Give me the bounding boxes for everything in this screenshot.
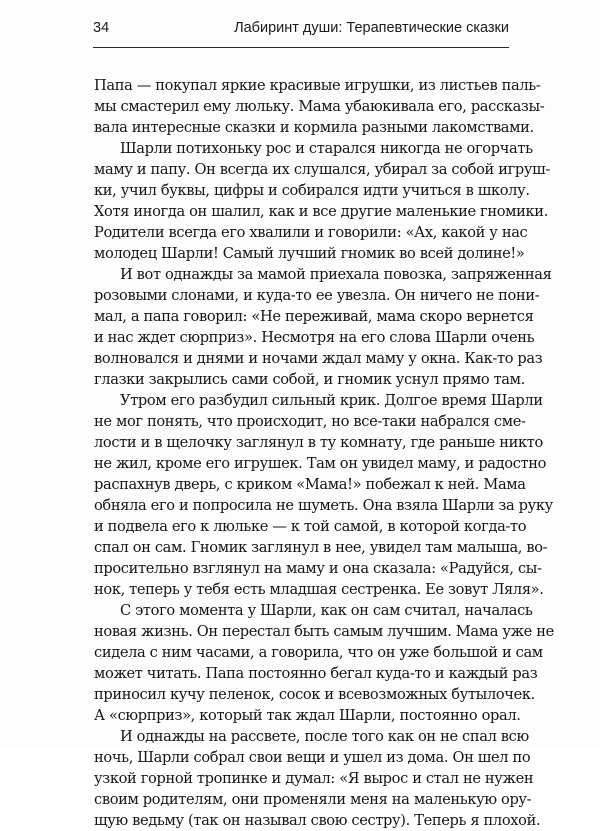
text-line: не мог понять, что происходит, но все-таки набрался сме-	[94, 413, 526, 430]
text-line: А «сюрприз», который так ждал Шарли, постоянно орал.	[94, 707, 521, 724]
body-text	[94, 75, 554, 831]
text-line: глазки закрылись сами собой, и гномик уснул прямо там.	[94, 371, 525, 388]
text-line: спал он сам. Гномик заглянул в нее, увидел там малыша, во-	[94, 539, 548, 556]
paragraph	[94, 600, 554, 726]
text-line: ки, учил буквы, цифры и собирался идти учиться в школу.	[94, 182, 530, 199]
text-line: просительно взглянул на маму и она сказала: «Радуйся, сы-	[94, 560, 542, 577]
paragraph	[94, 138, 550, 264]
text-line: С этого момента у Шарли, как он сам считал, началась	[120, 602, 533, 619]
running-title: Лабиринт души: Терапевтические сказки	[234, 20, 509, 36]
paragraph	[94, 75, 545, 138]
text-line: и нас ждет сюрприз». Несмотря на его слова Шарли очень	[94, 329, 535, 346]
text-line: Папа — покупал яркие красивые игрушки, из листьев паль-	[94, 77, 541, 94]
text-line: может читать. Папа постоянно бегал куда-то и каждый раз	[94, 665, 538, 682]
text-line: не жил, кроме его игрушек. Там он увидел маму, и радостно	[94, 455, 547, 472]
text-line: Шарли потихоньку рос и старался никогда не огорчать	[120, 140, 533, 157]
text-line: маму и папу. Он всегда их слушался, убирал за собой игруш-	[94, 161, 550, 178]
page-number: 34	[93, 20, 110, 36]
text-line: щую ведьму (так он называл свою сестру). Теперь я плохой.	[94, 812, 541, 829]
text-line: распахнув дверь, с криком «Мама!» побежал к ней. Мама	[94, 476, 526, 493]
text-line: розовыми слонами, и куда-то ее увезла. Он ничего не пони-	[94, 287, 540, 304]
text-line: узкой горной тропинке и думал: «Я вырос и стал не нужен	[94, 770, 534, 787]
text-line: Хотя иногда он шалил, как и все другие маленькие гномики.	[94, 203, 548, 220]
paragraph	[94, 726, 541, 831]
text-line: волновался и днями и ночами ждал маму у окна. Как-то раз	[94, 350, 543, 367]
text-line: обняла его и попросила не шуметь. Она взяла Шарли за руку	[94, 497, 553, 514]
text-line: молодец Шарли! Самый лучший гномик во всей долине!»	[94, 245, 525, 262]
text-line: сидела с ним часами, а говорила, что он уже большой и сам	[94, 644, 543, 661]
text-line: приносил кучу пеленок, сосок и всевозможных бутылочек.	[94, 686, 535, 703]
text-line: И однажды на рассвете, после того как он не спал всю	[120, 728, 529, 745]
text-line: ночь, Шарли собрал свои вещи и ушел из дома. Он шел по	[94, 749, 531, 766]
header-rule	[93, 47, 509, 48]
paragraph	[94, 264, 552, 390]
text-line: нок, теперь у тебя есть младшая сестренка. Ее зовут Ляля».	[94, 581, 544, 598]
text-line: вала интересные сказки и кормила разными лакомствами.	[94, 119, 534, 136]
text-line: своим родителям, они променяли меня на маленькую ору-	[94, 791, 532, 808]
text-line: мы смастерил ему люльку. Мама убаюкивала его, рассказы-	[94, 98, 545, 115]
text-line: лости и в щелочку заглянул в ту комнату, где раньше никто	[94, 434, 543, 451]
page-header	[93, 20, 509, 42]
text-line: новая жизнь. Он перестал быть самым лучшим. Мама уже не	[94, 623, 554, 640]
text-line: мал, а папа говорил: «Не переживай, мама скоро вернется	[94, 308, 534, 325]
text-line: и подвела его к люльке — к той самой, в которой когда-то	[94, 518, 527, 535]
text-line: Родители всегда его хвалили и говорили: «Ах, какой у нас	[94, 224, 528, 241]
paragraph	[94, 390, 553, 600]
text-line: И вот однажды за мамой приехала повозка, запряженная	[120, 266, 552, 283]
text-line: Утром его разбудил сильный крик. Долгое время Шарли	[120, 392, 543, 409]
